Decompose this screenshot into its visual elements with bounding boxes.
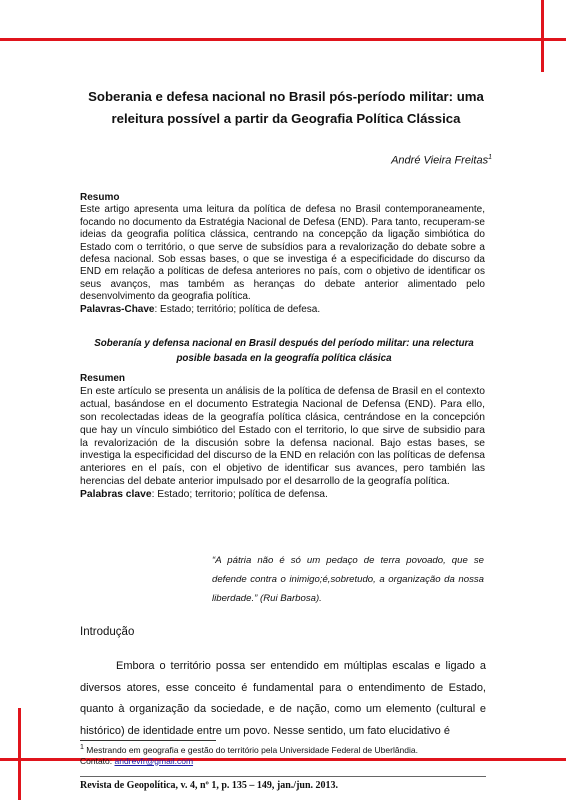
resumo-heading: Resumo	[80, 192, 120, 203]
resumen-heading: Resumen	[80, 373, 126, 384]
intro-heading: Introdução	[80, 626, 135, 638]
resumen-keywords	[80, 489, 485, 502]
resumo-section	[80, 192, 485, 316]
journal-footer: Revista de Geopolítica, v. 4, nº 1, p. 135 – 149, jan./jun. 2013.	[80, 780, 339, 791]
resumen-text: En este artículo se presenta un análisis de la política de defensa de Brasil en el contexto actual, basándose en el documento Estrategia Nacional de Defensa (END). Para ello, son recolectadas ideas de la geografía política clásica, centrándose en la concepción que hay un vínculo simbiótico del Estado con el territorio, lo que sirve de subsidio para la revalorización de la discusión sobre la defensa nacional. Bajo estas bases, se investiga la especificidad del discurso de la END en relación con las políticas de defensa anteriores en el país, con el objetivo de identificar sus avances, pero también las herencias del debate anterior impulsado por el desarrollo de la geografía política.	[80, 385, 485, 488]
footnote-marker: 1	[80, 743, 84, 751]
resumen-section	[80, 373, 485, 502]
footnote-email-link[interactable]: andrevfr@gmail.com	[114, 755, 194, 766]
intro-text: Embora o território possa ser entendido em múltiplas escalas e ligado a diversos atores, esse conceito é fundamental para o entendimento de Estado, quanto à organização da sociedade, e de nação, como um elemento (cultural e histórico) de identidade entre um povo. Nesse sentido, um fato elucidativo é	[80, 660, 486, 737]
crop-mark-top-h	[0, 38, 566, 41]
resumen-keywords-label: Palabras clave	[80, 489, 152, 501]
resumo-keywords-label: Palavras-Chave	[80, 303, 155, 315]
resumen-keywords-values: : Estado; territorio; política de defensa.	[151, 489, 328, 501]
resumo-text: Este artigo apresenta uma leitura da política de defesa no Brasil contemporaneamente, focando no documento da Estratégia Nacional de Defesa (END). Para tanto, recuperam-se ideias da geografia política clássica, centrando na concepção da ligação simbiótica do Estado com o território, o que serve de subsídios para a revalorização do debate sobre a defesa nacional. Sob essas bases, o que se investiga é a especificidade do discurso da END em relação a políticas de defesa anteriores no país, com o objetivo de identificar os seus avanços, mas também as heranças do debate anterior alimentado pelo desenvolvimento da geografia política.	[80, 204, 485, 303]
epigraph-quote: “A pátria não é só um pedaço de terra povoado, que se defende contra o inimigo;é,sobretudo, a organização da nossa liberdade.” (Rui Barbosa).	[212, 555, 484, 604]
resumo-keywords-values: : Estado; território; política de defesa.	[154, 303, 321, 315]
article-title-pt: Soberania e defesa nacional no Brasil pós-período militar: uma releitura possível a partir da Geografia Política Clássica	[88, 89, 484, 126]
crop-mark-top-v	[541, 0, 544, 72]
author-note-ref[interactable]: 1	[488, 154, 492, 161]
footnote-contact-label: Contato:	[80, 755, 115, 766]
resumo-keywords	[80, 304, 485, 316]
footer-divider	[80, 776, 486, 777]
footnote	[80, 742, 486, 767]
author-name: André Vieira Freitas	[391, 154, 489, 167]
footnote-divider	[80, 740, 216, 741]
author	[391, 154, 492, 167]
article-title-es: Soberanía y defensa nacional en Brasil después del período militar: una relectura posible basada en la geografía política clásica	[94, 338, 474, 364]
footnote-text: Mestrando em geografia e gestão do território pela Universidade Federal de Uberlândia.	[83, 744, 418, 755]
crop-mark-bottom-v	[18, 708, 21, 800]
